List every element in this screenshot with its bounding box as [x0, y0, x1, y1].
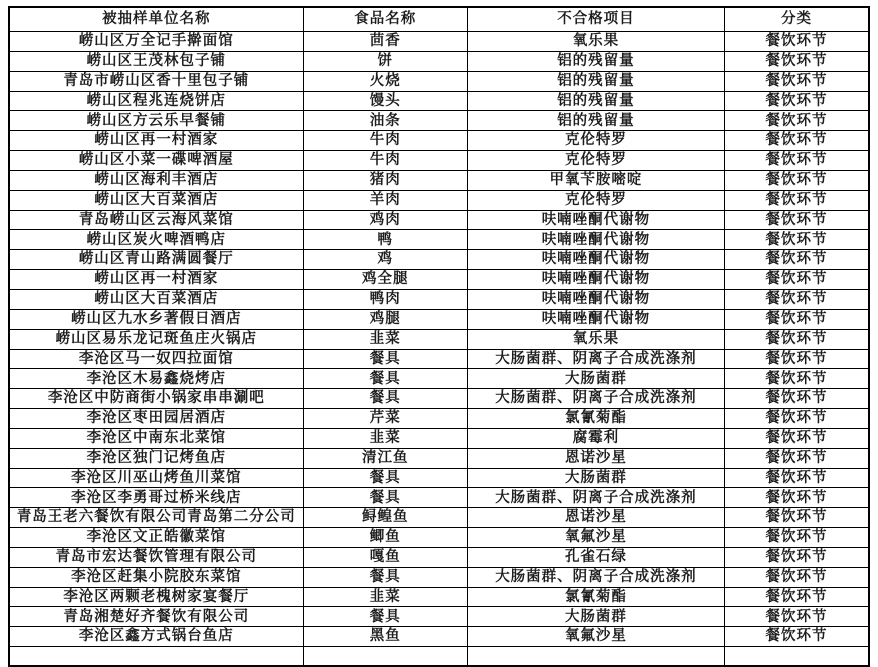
category-cell: 餐饮环节	[725, 428, 870, 448]
failed-item-cell: 大肠菌群、阴离子合成洗涤剂	[467, 488, 724, 508]
unit-name-cell: 崂山区九水乡著假日酒店	[9, 309, 303, 329]
table-row	[9, 349, 869, 369]
unit-name-cell: 崂山区易乐龙记斑鱼庄火锅店	[9, 329, 303, 349]
food-name-cell: 油条	[303, 111, 467, 131]
category-cell: 餐饮环节	[725, 32, 870, 52]
failed-item-cell: 氯氰菊酯	[467, 409, 724, 429]
table-row	[9, 270, 869, 290]
table-row	[9, 111, 869, 131]
unit-name-cell: 李沧区两颗老槐树家宴餐厅	[9, 587, 303, 607]
table-row	[9, 329, 869, 349]
table-row	[9, 289, 869, 309]
unit-name-cell: 崂山区炭火啤酒鸭店	[9, 230, 303, 250]
unit-name-cell	[9, 647, 303, 667]
table-row	[9, 131, 869, 151]
failed-item-cell: 氧乐果	[467, 329, 724, 349]
unit-name-cell: 李沧区马一奴四拉面馆	[9, 349, 303, 369]
unit-name-cell: 崂山区青山路满圆餐厅	[9, 250, 303, 270]
category-cell: 餐饮环节	[725, 151, 870, 171]
category-cell: 餐饮环节	[725, 309, 870, 329]
table-row	[9, 528, 869, 548]
table-row	[9, 91, 869, 111]
table-row	[9, 409, 869, 429]
unit-name-cell: 李沧区文正皓徽菜馆	[9, 528, 303, 548]
category-cell: 餐饮环节	[725, 230, 870, 250]
food-name-cell: 馒头	[303, 91, 467, 111]
food-name-cell: 羊肉	[303, 190, 467, 210]
failed-item-cell	[467, 647, 724, 667]
category-cell: 餐饮环节	[725, 51, 870, 71]
failed-item-cell: 大肠菌群、阴离子合成洗涤剂	[467, 389, 724, 409]
category-cell: 餐饮环节	[725, 567, 870, 587]
unit-name-cell: 崂山区方云乐早餐铺	[9, 111, 303, 131]
failed-item-cell: 大肠菌群、阴离子合成洗涤剂	[467, 567, 724, 587]
food-name-cell: 餐具	[303, 389, 467, 409]
failed-item-cell: 大肠菌群	[467, 369, 724, 389]
table-row	[9, 627, 869, 647]
category-cell: 餐饮环节	[725, 329, 870, 349]
food-name-cell: 餐具	[303, 607, 467, 627]
food-name-cell: 餐具	[303, 349, 467, 369]
table-row	[9, 170, 869, 190]
table-row	[9, 190, 869, 210]
failed-item-cell: 克伦特罗	[467, 190, 724, 210]
unit-name-cell: 崂山区海利丰酒店	[9, 170, 303, 190]
food-name-cell: 餐具	[303, 468, 467, 488]
unit-name-cell: 青岛王老六餐饮有限公司青岛第二分公司	[9, 508, 303, 528]
category-cell: 餐饮环节	[725, 389, 870, 409]
food-name-cell: 牛肉	[303, 131, 467, 151]
food-safety-inspection-table	[8, 6, 870, 667]
table-row	[9, 547, 869, 567]
failed-item-cell: 氧氟沙星	[467, 528, 724, 548]
food-name-cell: 黑鱼	[303, 627, 467, 647]
failed-item-cell: 大肠菌群	[467, 468, 724, 488]
category-cell: 餐饮环节	[725, 250, 870, 270]
food-name-cell: 芹菜	[303, 409, 467, 429]
category-cell: 餐饮环节	[725, 210, 870, 230]
table-row	[9, 309, 869, 329]
table-row	[9, 369, 869, 389]
failed-item-cell: 克伦特罗	[467, 151, 724, 171]
food-name-cell: 饼	[303, 51, 467, 71]
food-name-cell: 鲫鱼	[303, 528, 467, 548]
category-cell: 餐饮环节	[725, 270, 870, 290]
table-row	[9, 51, 869, 71]
category-cell: 餐饮环节	[725, 289, 870, 309]
category-cell: 餐饮环节	[725, 349, 870, 369]
failed-item-cell: 氧氟沙星	[467, 627, 724, 647]
food-name-cell: 韭菜	[303, 329, 467, 349]
food-name-cell: 火烧	[303, 71, 467, 91]
food-name-cell: 鸭肉	[303, 289, 467, 309]
failed-item-cell: 呋喃唑酮代谢物	[467, 250, 724, 270]
unit-name-cell: 李沧区赶集小院胶东菜馆	[9, 567, 303, 587]
failed-item-cell: 恩诺沙星	[467, 448, 724, 468]
table-row	[9, 250, 869, 270]
inspection-table	[8, 6, 870, 667]
unit-name-cell: 崂山区再一村酒家	[9, 270, 303, 290]
category-cell: 餐饮环节	[725, 468, 870, 488]
failed-item-cell: 铝的残留量	[467, 111, 724, 131]
table-row	[9, 32, 869, 52]
unit-name-cell: 李沧区木易鑫烧烤店	[9, 369, 303, 389]
header-unit-name: 被抽样单位名称	[9, 7, 303, 32]
food-name-cell: 嘎鱼	[303, 547, 467, 567]
header-failed-item: 不合格项目	[467, 7, 724, 32]
food-name-cell: 餐具	[303, 488, 467, 508]
table-row	[9, 71, 869, 91]
table-row	[9, 607, 869, 627]
food-name-cell: 餐具	[303, 567, 467, 587]
unit-name-cell: 崂山区小菜一碟啤酒屋	[9, 151, 303, 171]
table-row	[9, 210, 869, 230]
table-body	[9, 32, 869, 667]
table-row	[9, 448, 869, 468]
partial-cutoff-row	[9, 647, 869, 667]
unit-name-cell: 李沧区川巫山烤鱼川菜馆	[9, 468, 303, 488]
unit-name-cell: 青岛崂山区云海风菜馆	[9, 210, 303, 230]
unit-name-cell: 李沧区中防商街小锅家串串涮吧	[9, 389, 303, 409]
table-row	[9, 567, 869, 587]
table-row	[9, 488, 869, 508]
category-cell: 餐饮环节	[725, 528, 870, 548]
table-row	[9, 151, 869, 171]
food-name-cell: 鸭	[303, 230, 467, 250]
failed-item-cell: 腐霉利	[467, 428, 724, 448]
unit-name-cell: 李沧区独门记烤鱼店	[9, 448, 303, 468]
unit-name-cell: 崂山区大百菜酒店	[9, 190, 303, 210]
unit-name-cell: 青岛市宏达餐饮管理有限公司	[9, 547, 303, 567]
food-name-cell: 猪肉	[303, 170, 467, 190]
category-cell: 餐饮环节	[725, 409, 870, 429]
food-name-cell: 韭菜	[303, 587, 467, 607]
food-name-cell: 牛肉	[303, 151, 467, 171]
category-cell: 餐饮环节	[725, 508, 870, 528]
table-row	[9, 508, 869, 528]
food-name-cell: 清江鱼	[303, 448, 467, 468]
category-cell: 餐饮环节	[725, 448, 870, 468]
category-cell: 餐饮环节	[725, 627, 870, 647]
failed-item-cell: 呋喃唑酮代谢物	[467, 230, 724, 250]
food-name-cell: 鸡全腿	[303, 270, 467, 290]
table-row	[9, 428, 869, 448]
unit-name-cell: 李沧区枣田园居酒店	[9, 409, 303, 429]
food-name-cell: 鲟鳇鱼	[303, 508, 467, 528]
unit-name-cell: 李沧区鑫方式锅台鱼店	[9, 627, 303, 647]
food-name-cell	[303, 647, 467, 667]
category-cell: 餐饮环节	[725, 71, 870, 91]
unit-name-cell: 青岛市崂山区香十里包子铺	[9, 71, 303, 91]
unit-name-cell: 李沧区中南东北菜馆	[9, 428, 303, 448]
food-name-cell: 餐具	[303, 369, 467, 389]
unit-name-cell: 崂山区万全记手擀面馆	[9, 32, 303, 52]
category-cell: 餐饮环节	[725, 587, 870, 607]
failed-item-cell: 呋喃唑酮代谢物	[467, 309, 724, 329]
failed-item-cell: 铝的残留量	[467, 71, 724, 91]
category-cell: 餐饮环节	[725, 547, 870, 567]
failed-item-cell: 氧乐果	[467, 32, 724, 52]
category-cell: 餐饮环节	[725, 111, 870, 131]
failed-item-cell: 呋喃唑酮代谢物	[467, 289, 724, 309]
failed-item-cell: 铝的残留量	[467, 91, 724, 111]
failed-item-cell: 呋喃唑酮代谢物	[467, 270, 724, 290]
failed-item-cell: 克伦特罗	[467, 131, 724, 151]
header-food-name: 食品名称	[303, 7, 467, 32]
unit-name-cell: 崂山区大百菜酒店	[9, 289, 303, 309]
table-row	[9, 468, 869, 488]
failed-item-cell: 孔雀石绿	[467, 547, 724, 567]
category-cell	[725, 647, 870, 667]
table-row	[9, 230, 869, 250]
category-cell: 餐饮环节	[725, 607, 870, 627]
header-category: 分类	[725, 7, 870, 32]
category-cell: 餐饮环节	[725, 170, 870, 190]
failed-item-cell: 甲氧苄胺嘧啶	[467, 170, 724, 190]
failed-item-cell: 大肠菌群	[467, 607, 724, 627]
food-name-cell: 鸡腿	[303, 309, 467, 329]
unit-name-cell: 崂山区再一村酒家	[9, 131, 303, 151]
category-cell: 餐饮环节	[725, 91, 870, 111]
table-row	[9, 389, 869, 409]
unit-name-cell: 李沧区李勇哥过桥米线店	[9, 488, 303, 508]
food-name-cell: 茴香	[303, 32, 467, 52]
table-row	[9, 587, 869, 607]
category-cell: 餐饮环节	[725, 131, 870, 151]
unit-name-cell: 青岛湘楚好齐餐饮有限公司	[9, 607, 303, 627]
unit-name-cell: 崂山区王茂林包子铺	[9, 51, 303, 71]
category-cell: 餐饮环节	[725, 190, 870, 210]
category-cell: 餐饮环节	[725, 369, 870, 389]
table-header	[9, 7, 869, 32]
failed-item-cell: 呋喃唑酮代谢物	[467, 210, 724, 230]
food-name-cell: 鸡	[303, 250, 467, 270]
category-cell: 餐饮环节	[725, 488, 870, 508]
failed-item-cell: 大肠菌群、阴离子合成洗涤剂	[467, 349, 724, 369]
food-name-cell: 鸡肉	[303, 210, 467, 230]
failed-item-cell: 铝的残留量	[467, 51, 724, 71]
food-name-cell: 韭菜	[303, 428, 467, 448]
unit-name-cell: 崂山区程兆连烧饼店	[9, 91, 303, 111]
failed-item-cell: 氯氰菊酯	[467, 587, 724, 607]
failed-item-cell: 恩诺沙星	[467, 508, 724, 528]
header-row	[9, 7, 869, 32]
